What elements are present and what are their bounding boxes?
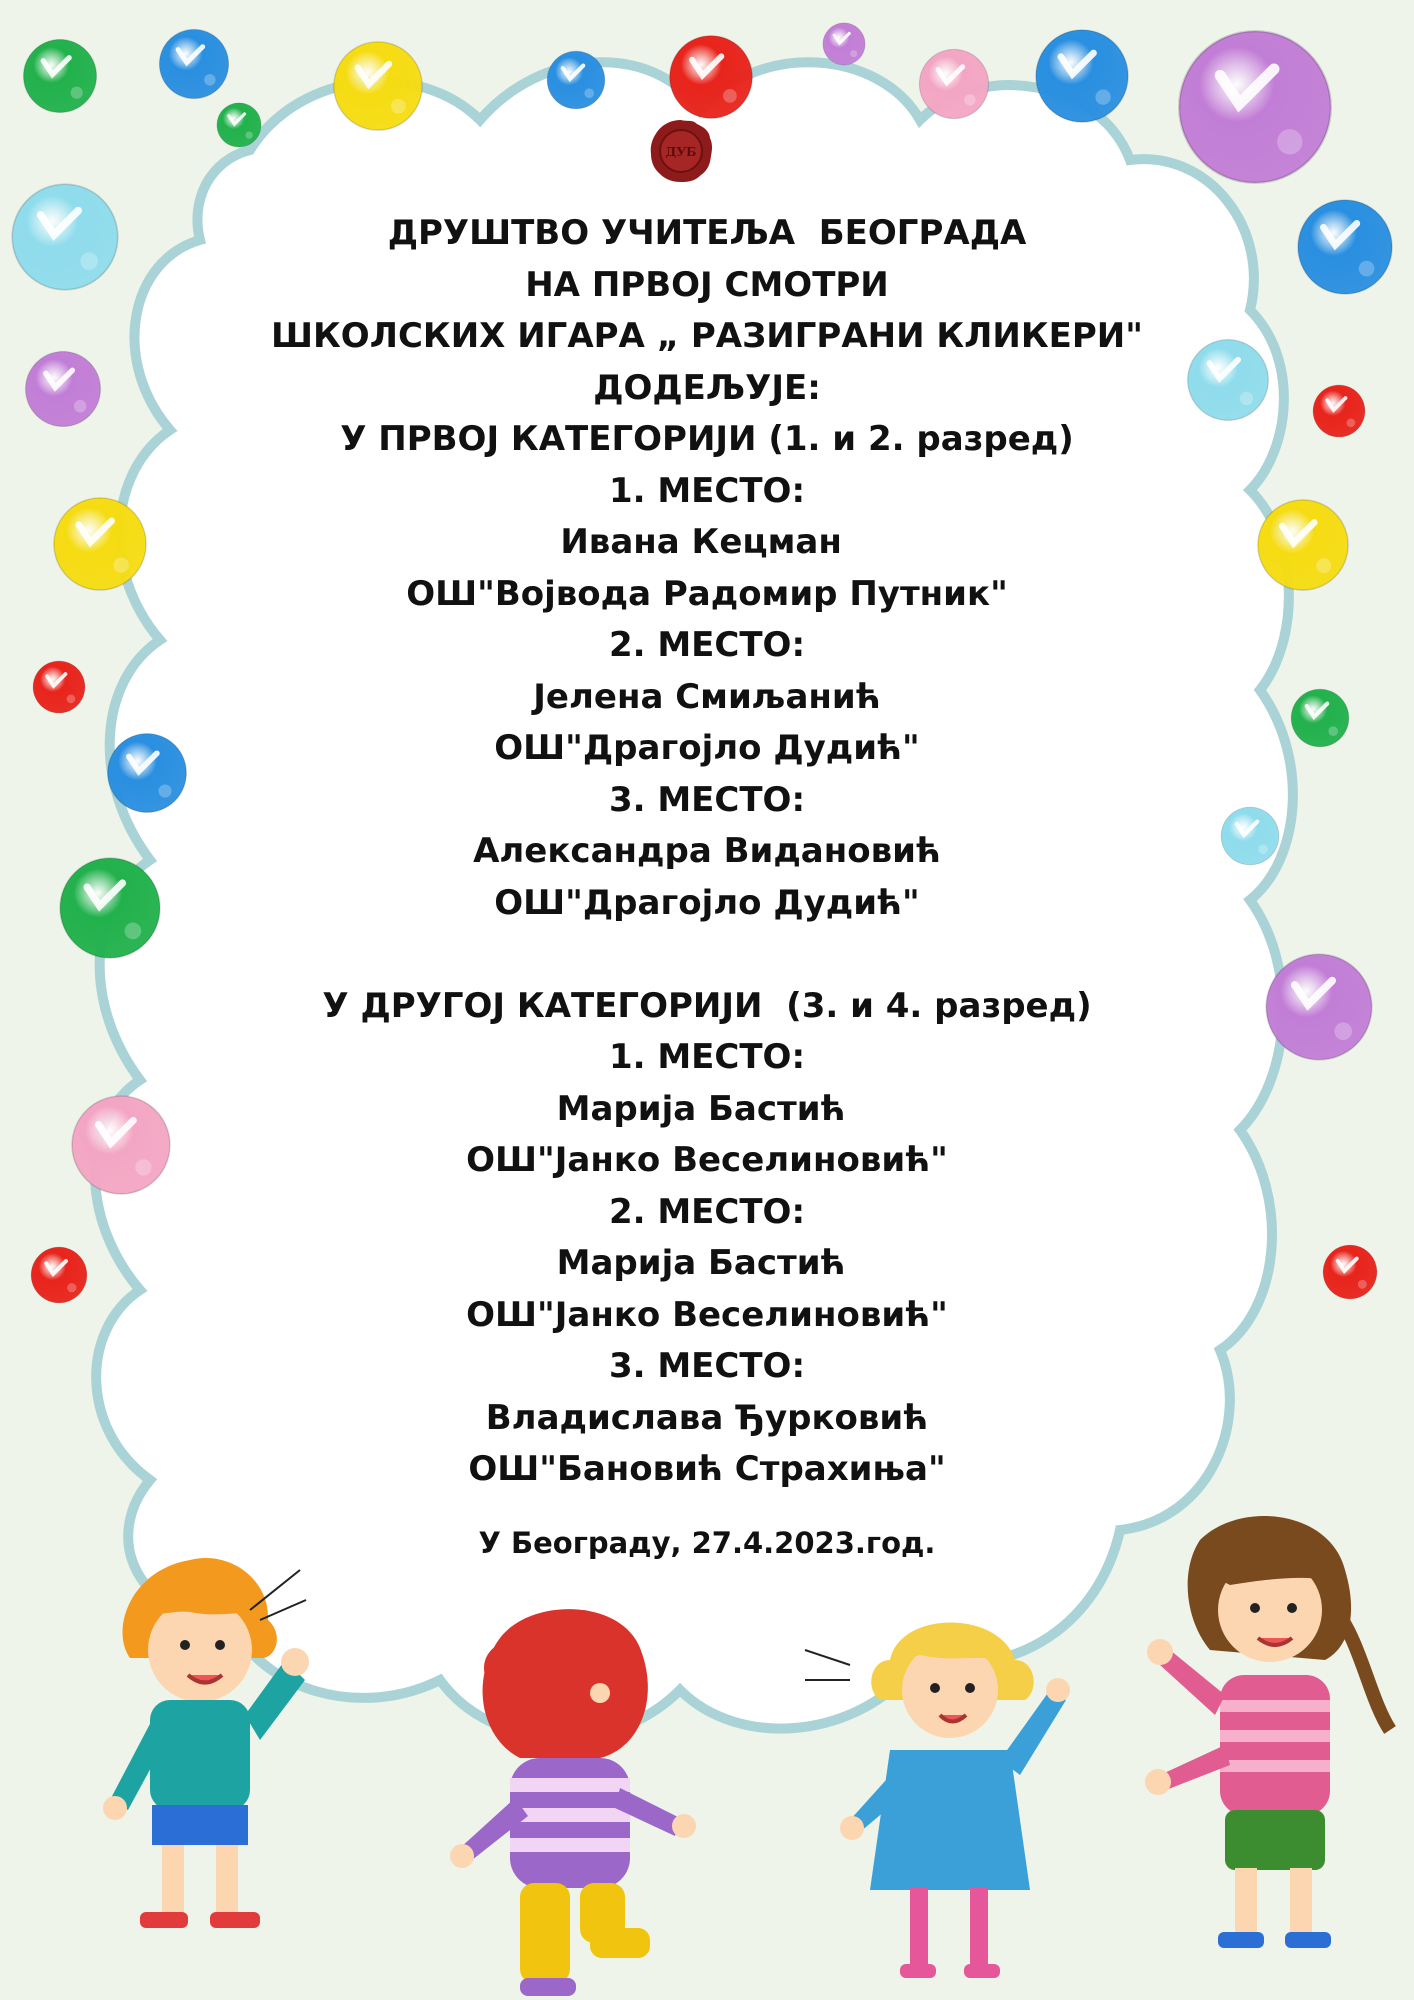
marble-icon [106,732,188,814]
certificate-text [200,208,1214,1563]
category-2-place-2-school: ОШ"Јанко Веселиновић" [466,1294,948,1335]
marble-icon [332,40,424,132]
spacer [200,929,1214,981]
marble-icon [1296,198,1394,296]
category-1-place-2-school: ОШ"Драгојло Дудић" [494,728,920,768]
marble-icon [216,102,262,148]
category-2-place-2-label: 2. МЕСТО: [608,1191,806,1232]
marble-icon [668,34,754,120]
motion-lines-icon [800,1640,860,1700]
category-2-place-2-name: Марија Бастић [556,1243,858,1283]
category-1-place-2-label: 2. МЕСТО: [608,625,806,665]
category-2-place-1-school: ОШ"Јанко Веселиновић" [466,1140,948,1180]
category-1-place-2-name: Јелена Смиљанић [533,676,881,717]
category-1-place-3-school: ОШ"Драгојло Дудић" [494,882,920,923]
marble-icon [70,1094,172,1196]
marble-icon [30,1246,88,1304]
marble-icon [52,496,148,592]
category-2-place-1-label: 1. МЕСТО: [608,1037,806,1077]
marble-icon [1176,28,1334,186]
date-line: У Београду, 27.4.2023.год. [478,1525,936,1560]
header-line-3: ШКОЛСКИХ ИГАРА „ РАЗИГРАНИ КЛИКЕРИ" [271,316,1143,356]
category-1-place-1-school: ОШ"Војвода Радомир Путник" [406,573,1008,614]
marble-icon [1220,806,1280,866]
marble-icon [32,660,86,714]
marble-icon [1186,338,1270,422]
marble-icon [1322,1244,1378,1300]
marble-icon [10,182,120,292]
girl-red-hair-icon [440,1598,700,1998]
category-1-title: У ПРВОЈ КАТЕГОРИЈИ (1. и 2. разред) [340,419,1074,459]
marble-icon [822,22,866,66]
marble-icon [158,28,230,100]
marble-icon [918,48,990,120]
category-1-place-1-name: Ивана Кецман [560,522,854,562]
marble-icon [24,350,102,428]
marble-icon [1264,952,1374,1062]
category-2-place-3-school: ОШ"Бановић Страхиња" [468,1449,946,1489]
marble-icon [22,38,98,114]
category-1-place-3-label: 3. МЕСТО: [608,779,806,820]
girl-brown-braids-icon [1130,1500,1400,1960]
marble-icon [58,856,162,960]
category-2-place-1-name: Марија Бастић [556,1088,858,1129]
girl-blonde-hair-icon [830,1600,1070,1980]
header-line-1: ДРУШТВО УЧИТЕЉА БЕОГРАДА [387,213,1027,253]
marble-icon [1312,384,1366,438]
motion-lines-icon [240,1560,310,1630]
header-line-4: ДОДЕЉУЈЕ: [593,367,821,408]
category-1-place-3-name: Александра Видановић [473,831,941,871]
marble-icon [1290,688,1350,748]
marble-icon [546,50,606,110]
marble-icon [1256,498,1350,592]
wax-seal-icon [648,118,714,184]
seal-monogram: ДУБ [665,145,697,159]
category-1-place-1-label: 1. МЕСТО: [608,470,806,511]
category-2-place-3-name: Владислава Ђурковић [485,1397,929,1438]
marble-icon [1034,28,1130,124]
header-line-2: НА ПРВОЈ СМОТРИ [525,264,889,305]
category-2-title: У ДРУГОЈ КАТЕГОРИЈИ (3. и 4. разред) [322,985,1092,1026]
category-2-place-3-label: 3. МЕСТО: [608,1346,806,1386]
